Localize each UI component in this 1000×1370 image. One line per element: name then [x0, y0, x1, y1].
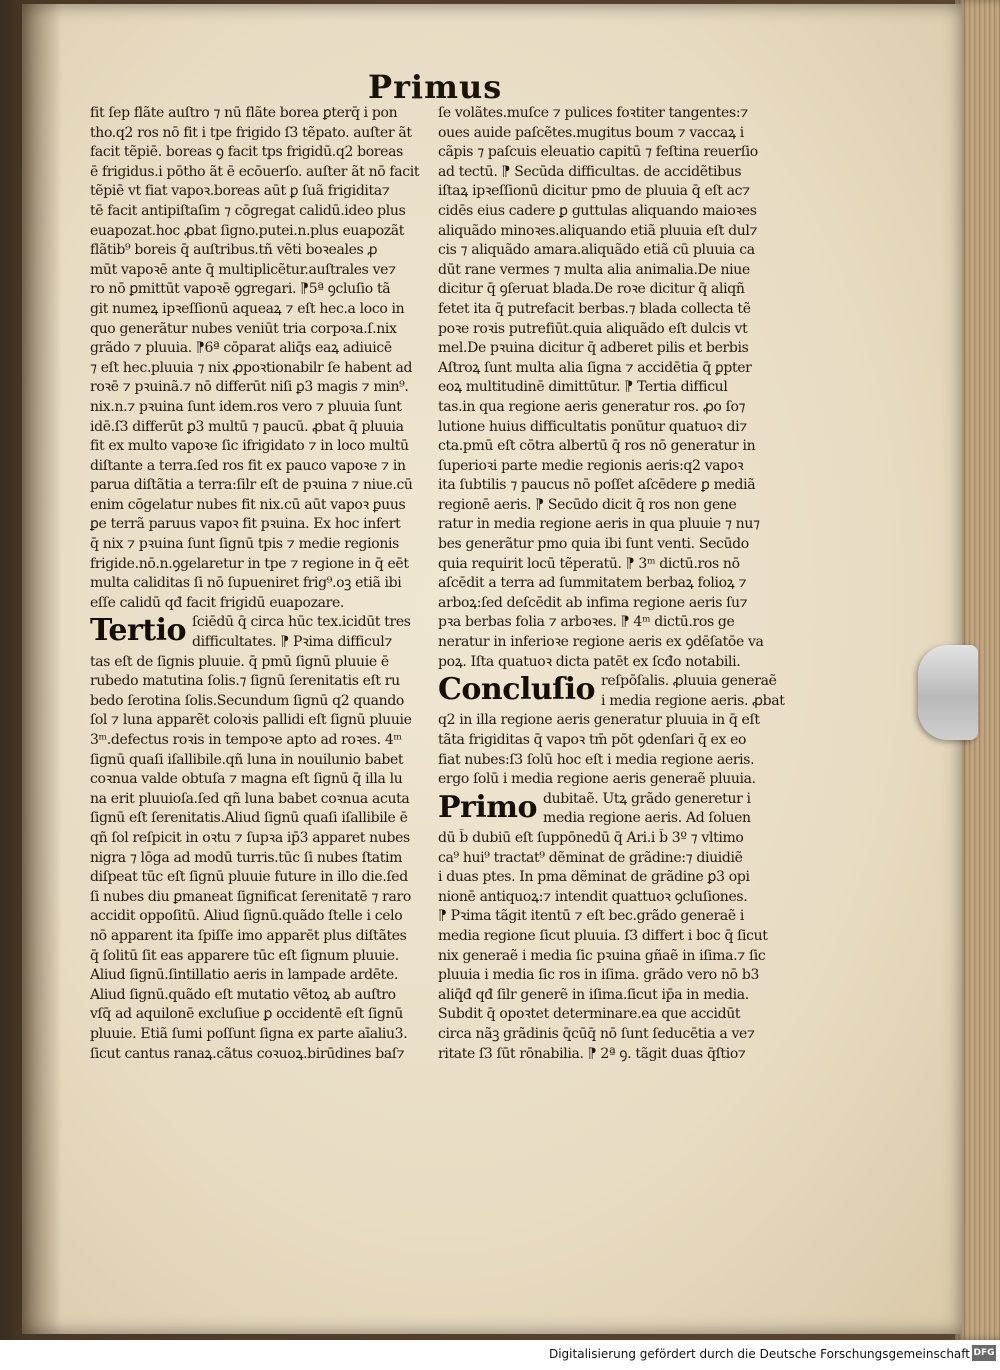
text-line: q̄ ſolitū ſit eas apparere tūc eſt ſignum pluuie.	[90, 947, 399, 964]
text-line: media regione aeris. Ad ſoluen	[543, 810, 751, 827]
text-line: tẽpiē vt fiat vapoꝛ.boreas aūt ꝑ ſuã frigidita⁊	[90, 183, 390, 200]
text-line: vſq̄ ad aquilonē excluſiue ꝑ occidentē eſt ſignū	[90, 1006, 403, 1023]
initial-word: Tertio	[90, 613, 187, 649]
text-line: enim cōgelatur nubes fit nix.cū aūt vapoꝛ ꝑuus	[90, 496, 406, 513]
page-clip	[918, 645, 978, 740]
text-line: ratur in media regione aeris in qua pluuie ⁊ nu⁊	[438, 516, 760, 533]
text-line: fetet ita q̄ putrefacit berbas.⁊ blada collecta tẽ	[438, 300, 751, 317]
text-line: cãpis ⁊ paſcuis eleuatio capitū ⁊ feſtina reuerſio	[438, 144, 758, 161]
text-line: rubedo matutina ſolis.⁊ ſignū ſerenitatis eſt ru	[90, 673, 400, 690]
text-line: mel.De pꝛuina dicitur q̄ adberet pilis et berbis	[438, 340, 749, 357]
text-line: dicitur q̄ ꝯſeruat blada.De roꝛe dicitur q̄ aliqñ	[438, 281, 745, 298]
text-line: coꝛnua valde obtuſa ⁊ magna eſt ſignū q̄ illa lu	[90, 771, 403, 788]
text-line: nionē antiquoꝝ:⁊ intendit quattuoꝛ ꝯcluſiones.	[438, 888, 748, 905]
text-line: i duas ptes. In pma dẽminat de grãdine ꝑ3 opi	[438, 869, 750, 886]
initial-word: Concluſio	[438, 672, 595, 708]
text-line: aliq̄đ qđ ſilr generẽ in iſima.ſicut ip̄a in media.	[438, 986, 749, 1003]
text-line: Aſtroꝝ ſunt multa alia ſigna ⁊ accidētia q̄ ꝑpter	[438, 359, 752, 376]
text-line: dubitaẽ. Utꝝ grãdo generetur i	[543, 790, 751, 807]
text-line: ita ſubtilis ⁊ paucus nō poſſet aſcēdere ꝑ mediã	[438, 477, 756, 494]
text-line: idē.ſ3 differūt ꝑ3 multū ⁊ paucū. ꝓbat q̄ pluuia	[90, 418, 404, 435]
text-column-right	[438, 104, 785, 1064]
text-line: mūt vapoꝛē ante q̄ multiplicẽtur.auſtrales ve⁊	[90, 261, 396, 278]
text-line: ⁊ eſt hec.pluuia ⁊ nix ꝓpoꝛtionabilr ſe habent ad	[90, 359, 413, 376]
text-line: nix generaẽ i media ſic pꝛuina gñaẽ in iſima.⁊ ſic	[438, 947, 766, 964]
text-line: fit ex multo vapoꝛe ſic ifrigidato ⁊ in loco multū	[90, 438, 409, 455]
text-line: pꝛa berbas folia ⁊ arboꝛes. ⁋ 4ᵐ dictū.ros ge	[438, 614, 735, 631]
text-line: aliquãdo minoꝛes.aliquando etiã pluuia eſt dul⁊	[438, 222, 758, 239]
text-line: 3ᵐ.defectus roꝛis in tempoꝛe apto ad roꝛes. 4ᵐ	[90, 732, 402, 748]
text-line: circa nãꝫ grãdinis q̄cūq̄ nō ſunt ſeducētia a ve⁊	[438, 1025, 755, 1042]
text-line: quo generãtur nubes veniūt tria corpoꝛa.ſ.nix	[90, 320, 397, 337]
text-line: frigide.nō.n.ꝯgelaretur in tpe ⁊ regione in q̄ eēt	[90, 555, 409, 572]
text-line: ergo ſolū i media regione aeris generaẽ pluuia.	[438, 771, 756, 788]
text-line: ꝑe terrã paruus vapoꝛ fit pꝛuina. Ex hoc infert	[90, 516, 401, 533]
text-line: oues auide paſcẽtes.mugitus boum ⁊ vaccaꝝ i	[438, 124, 744, 141]
initial-word: Primo	[438, 789, 538, 825]
text-line: ca⁹ hui⁹ tractat⁹ dẽminat de grãdine:⁊ diuidiẽ	[438, 849, 743, 866]
text-line: dū b̄ dubiū eſt ſuppōnedū q̄ Ari.i b̄ 3º ⁊ vltimo	[438, 829, 744, 846]
text-line: tē facit antipiſtaſim ⁊ cōgregat calidū.ideo plus	[90, 202, 406, 219]
text-line: tãta frigiditas q̄ vapoꝛ tm̄ pōt ꝯdenſari q̄ ex eo	[438, 732, 747, 748]
text-line: ad tectū. ⁋ Secūda difficultas. de accidẽtibus	[438, 163, 742, 180]
section-heading	[438, 790, 778, 829]
text-line: nō apparent ita ſpiſſe imo apparēt plus diſtãtes	[90, 927, 407, 944]
text-line: git numeꝝ ipꝛeſſionū aqueaꝝ ⁊ eſt hec.a loco in	[90, 300, 405, 317]
text-line: q̄ nix ⁊ pꝛuina ſunt ſignū tpis ⁊ medie regionis	[90, 536, 399, 553]
text-line: nix.n.⁊ pꝛuina ſunt idem.ros vero ⁊ pluuia ſunt	[90, 398, 402, 415]
text-line: eoꝝ multitudinē dimittūtur. ⁋ Tertia difficul	[438, 379, 728, 396]
text-line: accidit oppoſitū. Aliud ſignū.quãdo ſtelle i celo	[90, 908, 403, 925]
text-line: dūt rane vermes ⁊ multa alia animalia.De niue	[438, 261, 750, 278]
text-line: lutione huius difficultatis ponūtur quatuoꝛ di⁊	[438, 418, 747, 435]
footer-credit: Digitalisierung gefördert durch die Deutsche Forschungsgemeinschaft	[548, 1347, 970, 1361]
text-line: bes generãtur pmo quia ibi ſunt venti. Secūdo	[438, 536, 749, 553]
text-line: parua diſtãtia a terra:ſilr eſt de pꝛuina ⁊ niue.cū	[90, 477, 413, 494]
text-line: pluuia i media ſic ros in iſima. grãdo vero nō b3	[438, 967, 760, 984]
text-line: ſicut cantus ranaꝝ.cãtus coꝛuoꝝ.birūdines baſ⁊	[90, 1045, 405, 1062]
dfg-logo: DFG	[972, 1345, 996, 1361]
section-heading	[438, 672, 785, 711]
text-line: ſi nubes diu ꝑmaneat ſignificat ſerenitatē ⁊ raro	[90, 888, 411, 905]
text-line: na erit pluuioſa.ſed qñ luna babet coꝛnua acuta	[90, 790, 410, 807]
text-line: ⁋ Pꝛima tãgit itentū ⁊ eſt bec.grãdo generaẽ i	[438, 908, 745, 925]
text-line: media regione ſicut pluuia. ſ3 differt i boc q̄ ſicut	[438, 927, 768, 944]
text-line: poꝛe roꝛis putrefiūt.quia aliquãdo eſt dulcis vt	[438, 320, 748, 337]
text-line: tho.q2 ros nō fit i tpe frigido ſ3 tẽpato. auſter ãt	[90, 124, 412, 141]
text-line: pluuie. Etiã ſumi poſſunt ſigna ex parte aīaliu3.	[90, 1025, 408, 1042]
text-line: qñ ſol reſpicit in oꝛtu ⁊ ſupꝛa ip̄3 apparet nubes	[90, 829, 410, 846]
text-line: flãtib⁹ boreis q̄ auſtribus.tñ vẽti boꝛeales ꝓ	[90, 242, 378, 259]
page-gutter-shadow	[22, 4, 62, 1334]
text-column-left	[90, 104, 430, 1064]
text-line: diſpeat tūc eſt ſignū pluuie future in illo die.ſed	[90, 869, 408, 886]
text-line: neratur in inferioꝛe regione aeris ex ꝯdēſatōe va	[438, 634, 764, 651]
text-line: cta.pmū eſt cōtra albertū q̄ ros nō generatur in	[438, 438, 756, 455]
text-line: grãdo ⁊ pluuia. ⁋6ª cōparat aliq̄s eaꝝ adiuicē	[90, 340, 392, 357]
text-line: ſe volãtes.muſce ⁊ pulices foꝛtiter tangentes:⁊	[438, 105, 748, 121]
text-line: ſignū eſt ſerenitatis.Aliud ſignū quaſi iſallibile ē	[90, 810, 408, 827]
text-line: fit ſep flãte auſtro ⁊ nū flãte borea ꝑterq̄ i pon	[90, 105, 398, 121]
text-line: cidēs eius cadere ꝑ guttulas aliquando maioꝛes	[438, 202, 757, 219]
text-line: ſuperioꝛi parte medie regionis aeris:q2 vapoꝛ	[438, 457, 744, 474]
text-line: bedo ſerotina ſolis.Secundum ſignū q2 quando	[90, 692, 405, 709]
text-line: roꝛē ⁊ pꝛuinã.⁊ nō differūt niſi ꝑ3 magis ⁊ min⁹.	[90, 379, 409, 396]
text-line: cis ⁊ aliquãdo amara.aliquãdo etiã cū pluuia ca	[438, 242, 755, 259]
text-line: Subdit q̄ opoꝛtet determinare.ea que accidūt	[438, 1006, 741, 1023]
text-line: eſſe calidū qđ facit frigidū euapozare.	[90, 594, 345, 611]
text-line: iſtaꝝ ipꝛeſſionū dicitur pmo de pluuia q̄ eſt ac⁊	[438, 183, 750, 200]
text-line: ſciēdū q̄ circa hūc tex.icidūt tres	[192, 614, 411, 631]
text-line: regionē aeris. ⁋ Secūdo dicit q̄ ros non gene	[438, 496, 737, 513]
text-line: quia requirit locū tẽperatū. ⁋ 3ᵐ dictū.ros nō	[438, 555, 740, 572]
text-line: ſignū quaſi iſallibile.qñ luna in nouilunio babet	[90, 751, 404, 768]
text-line: ē frigidus.i pōtho ãt ē ecōuerſo. auſter ãt nō facit	[90, 163, 420, 180]
text-line: aſcēdit a terra ad ſummitatem berbaꝝ folioꝝ ⁊	[438, 575, 747, 592]
text-line: multa caliditas ſi nō ſupueniret frig⁹.oꝫ etiã ibi	[90, 575, 402, 592]
text-line: fiat nubes:ſ3 ſolū hoc eſt i media regione aeris.	[438, 751, 755, 768]
text-line: difficultates. ⁋ Pꝛima difficul⁊	[192, 634, 393, 651]
text-line: reſpōſalis. ꝓluuia generaẽ	[600, 673, 777, 690]
text-line: poꝝ. Iſta quatuoꝛ dicta patēt ex ſcđo notabili.	[438, 653, 741, 670]
text-line: facit tẽpiē. boreas ꝯ facit tps frigidū.q2 boreas	[90, 144, 403, 161]
text-line: q2 in illa regione aeris generatur pluuia in q̄ eſt	[438, 712, 760, 729]
section-heading	[90, 613, 430, 652]
text-line: ritate ſ3 ſūt rōnabilia. ⁋ 2ª ꝯ. tãgit duas q̄ſtio⁊	[438, 1045, 746, 1062]
text-line: tas.in qua regione aeris generatur ros. ꝓo ſo⁊	[438, 398, 746, 415]
text-line: i media regione aeris. ꝓbat	[600, 692, 785, 709]
text-line: Aliud ſignū.quãdo eſt mutatio vẽtoꝝ ab auſtro	[90, 986, 396, 1003]
text-line: euapozat.hoc ꝓbat ſigno.putei.n.plus euapozãt	[90, 222, 405, 239]
text-line: arboꝝ:ſed deſcēdit ab infima regione aeris ſu⁊	[438, 594, 748, 611]
text-line: ro nō ꝑmittūt vapoꝛē ꝯgregari. ⁋5ª ꝯcluſio tã	[90, 281, 391, 298]
text-line: diſtante a terra.ſed ros fit ex pauco vapoꝛe ⁊ in	[90, 457, 406, 474]
text-line: ſol ⁊ luna apparẽt coloꝛis pallidi eſt ſignū pluuie	[90, 712, 412, 729]
text-line: tas eſt de ſignis pluuie. q̄ pmū ſignū pluuie ē	[90, 653, 389, 670]
text-line: nigra ⁊ lōga ad modū turris.tūc ſi nubes ſtatim	[90, 849, 403, 866]
text-line: Aliud ſignū.ſintillatio aeris in lampade ardēte.	[90, 967, 398, 984]
running-head: Primus	[368, 68, 503, 106]
